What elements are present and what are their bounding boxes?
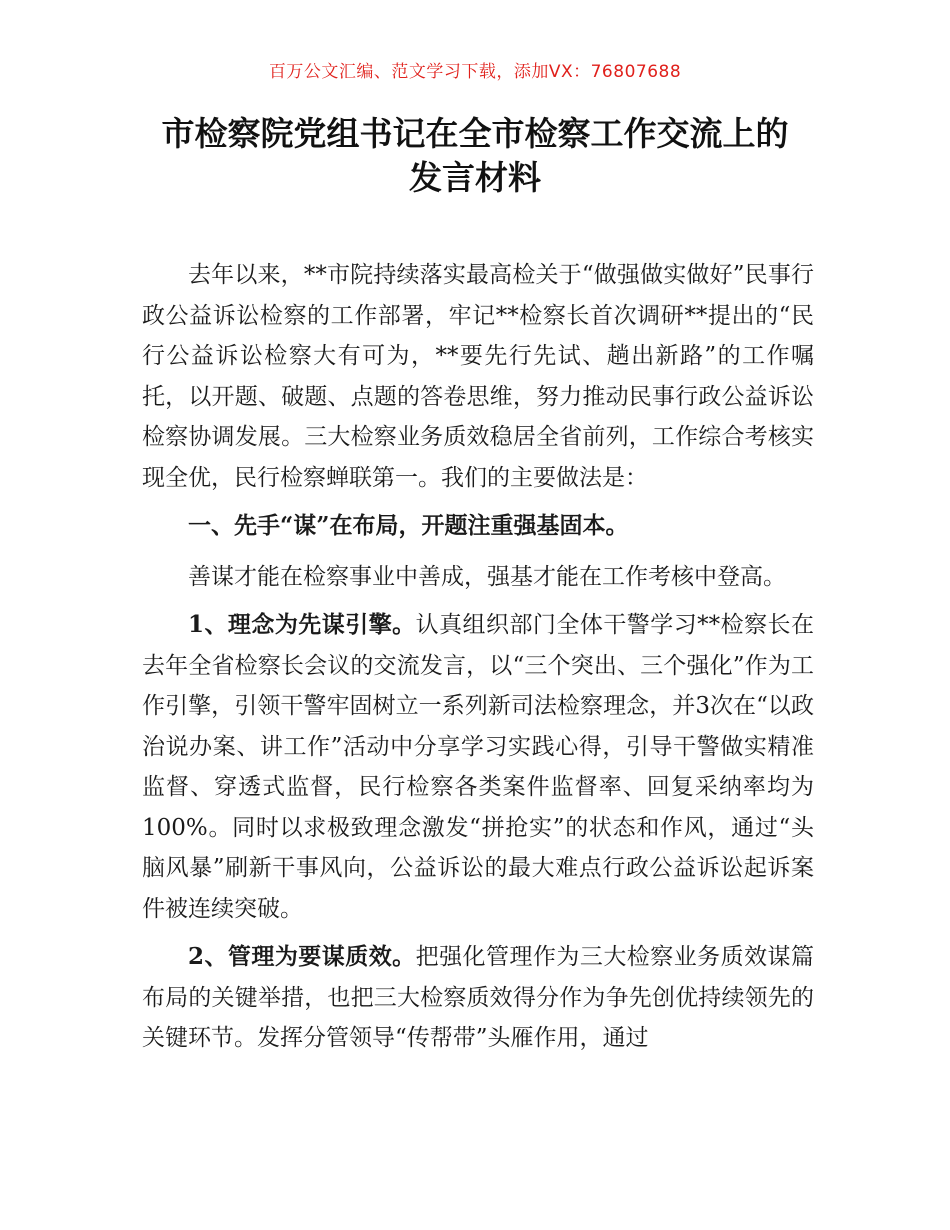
header-watermark-note: 百万公文汇编、范文学习下载，添加VX：76807688 <box>268 62 682 82</box>
intro-paragraph: 去年以来，**市院持续落实最高检关于“做强做实做好”民事行政公益诉讼检察的工作部署，牢记**检察长首次调研**提出的“民行公益诉讼检察大有可为，**要先行先试、趟出新路”的工作嘱托，以开题、破题、点题的答卷思维，努力推动民事行政公益诉讼检察协调发展。三大检察业务质效稳居全省前列，工作综合考核实现全优，民行检察蝉联第一。我们的主要做法是： <box>142 262 814 491</box>
document-body <box>142 255 814 1067</box>
item-2-text: 把强化管理作为三大检察业务质效谋篇布局的关键举措，也把三大检察质效得分作为争先创优持续领先的关键环节。发挥分管领导“传帮带”头雁作用，通过 <box>142 944 814 1051</box>
section-lead-paragraph: 善谋才能在检察事业中善成，强基才能在工作考核中登高。 <box>188 563 786 590</box>
document-title <box>0 112 950 200</box>
title-line-2: 发言材料 <box>409 158 541 197</box>
section-heading-1: 一、先手“谋”在布局，开题注重强基固本。 <box>188 512 629 539</box>
item-2-paragraph <box>142 937 814 1059</box>
title-line-1: 市检察院党组书记在全市检察工作交流上的 <box>161 114 789 153</box>
item-1-text: 认真组织部门全体干警学习**检察长在去年全省检察长会议的交流发言，以“三个突出、三个强化”作为工作引擎，引领干警牢固树立一系列新司法检察理念，并3次在“以政治说办案、讲工作”活动中分享学习实践心得，引导干警做实精准监督、穿透式监督，民行检察各类案件监督率、回复采纳率均为100%。同时以求极致理念激发“拼抢实”的状态和作风，通过“头脑风暴”刷新干事风向，公益诉讼的最大难点行政公益诉讼起诉案件被连续突破。 <box>142 612 814 922</box>
item-2-lead: 2、管理为要谋质效。 <box>188 943 416 970</box>
item-1-lead: 1、理念为先谋引擎。 <box>188 611 416 638</box>
item-1-paragraph <box>142 605 814 929</box>
